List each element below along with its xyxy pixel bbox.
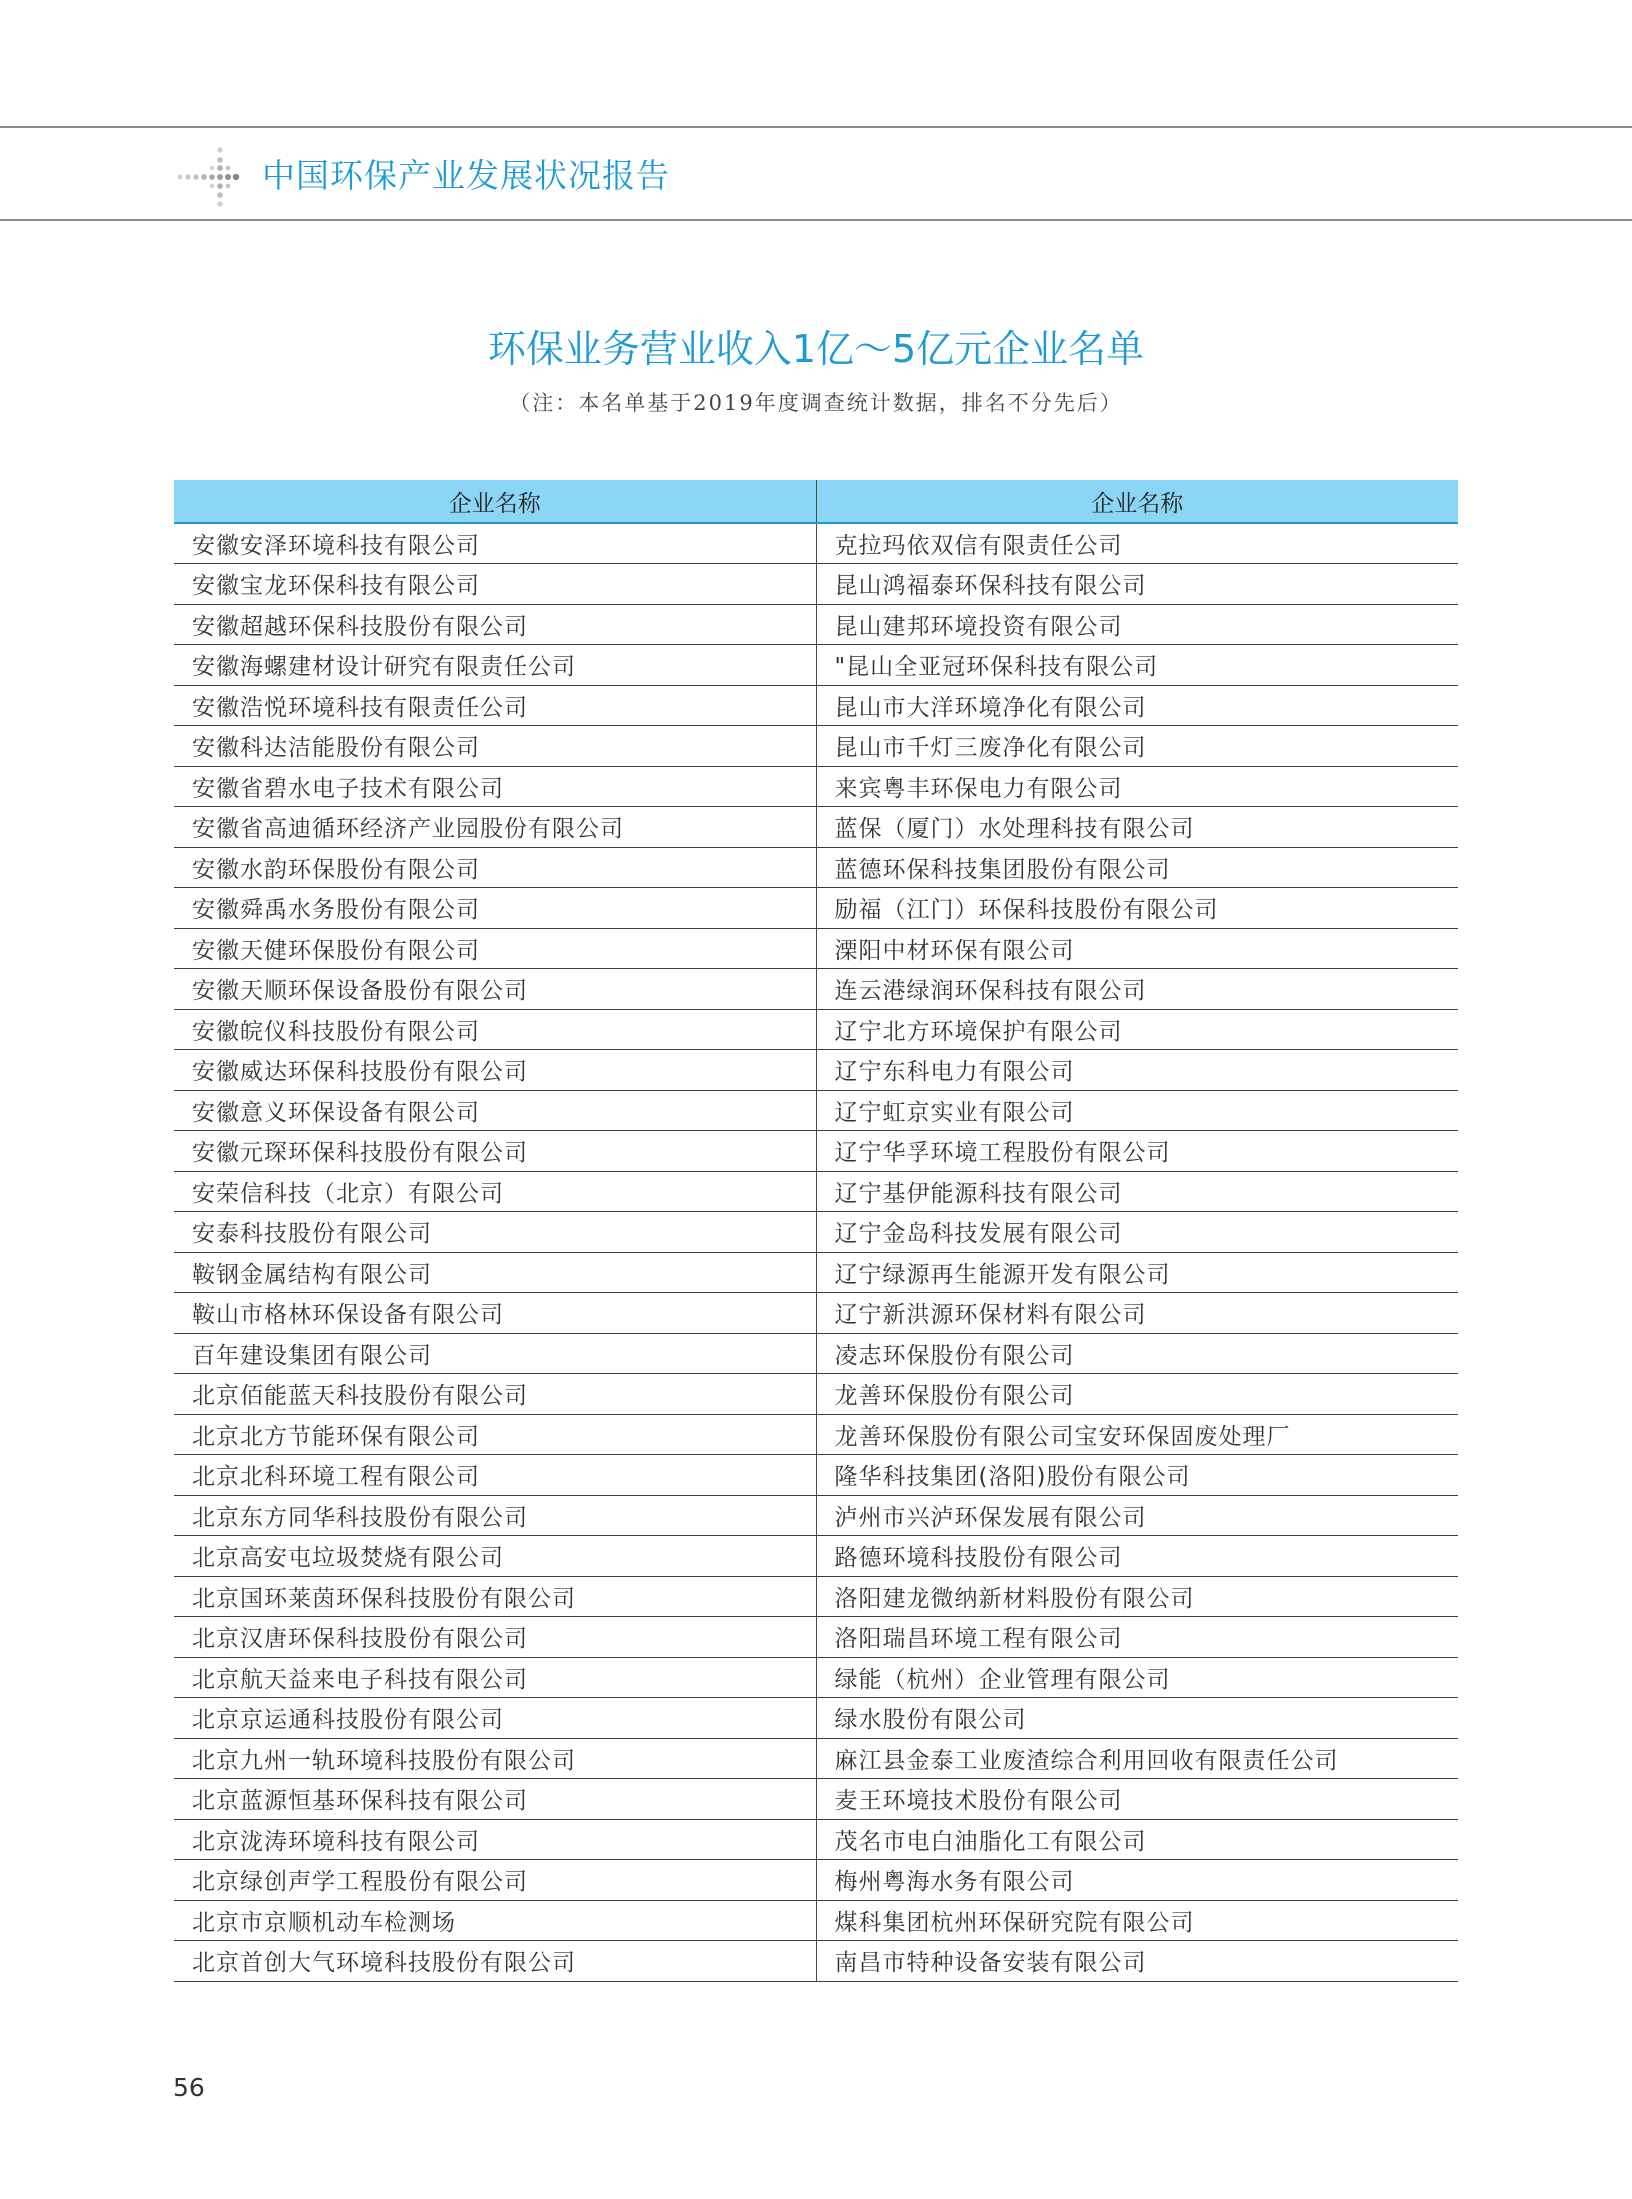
dots-logo-icon [170, 140, 260, 210]
company-name-right: 隆华科技集团(洛阳)股份有限公司 [816, 1455, 1458, 1496]
company-name-right: 梅州粤海水务有限公司 [816, 1860, 1458, 1901]
company-name-right: 辽宁华孚环境工程股份有限公司 [816, 1131, 1458, 1172]
table-row [174, 523, 1458, 564]
list-note: （注：本名单基于2019年度调查统计数据，排名不分先后） [509, 391, 1123, 415]
company-name-left: 安徽舜禹水务股份有限公司 [174, 888, 816, 929]
company-name-left: 北京北科环境工程有限公司 [174, 1455, 816, 1496]
table-row [174, 1860, 1458, 1901]
company-name-left: 北京绿创声学工程股份有限公司 [174, 1860, 816, 1901]
table-header-row [174, 480, 1458, 523]
company-name-right: 麻江县金泰工业废渣综合利用回收有限责任公司 [816, 1738, 1458, 1779]
company-name-right: 励福（江门）环保科技股份有限公司 [816, 888, 1458, 929]
company-name-right: 昆山市大洋环境净化有限公司 [816, 685, 1458, 726]
table-row [174, 604, 1458, 645]
company-name-left: 安徽科达洁能股份有限公司 [174, 726, 816, 767]
table-body [174, 523, 1458, 1981]
company-name-left: 安泰科技股份有限公司 [174, 1212, 816, 1253]
table-row [174, 1293, 1458, 1334]
company-name-left: 北京京运通科技股份有限公司 [174, 1698, 816, 1739]
table-row [174, 1252, 1458, 1293]
company-name-right: 洛阳瑞昌环境工程有限公司 [816, 1617, 1458, 1658]
table-row [174, 969, 1458, 1010]
company-name-left: 安徽省碧水电子技术有限公司 [174, 766, 816, 807]
list-title: 环保业务营业收入1亿～5亿元企业名单 [487, 327, 1145, 371]
company-name-left: 安徽元琛环保科技股份有限公司 [174, 1131, 816, 1172]
company-name-left: 安徽海螺建材设计研究有限责任公司 [174, 645, 816, 686]
table-row [174, 564, 1458, 605]
table-row [174, 645, 1458, 686]
table-row [174, 1131, 1458, 1172]
company-name-left: 安徽天健环保股份有限公司 [174, 928, 816, 969]
company-name-left: 北京市京顺机动车检测场 [174, 1900, 816, 1941]
company-name-left: 北京航天益来电子科技有限公司 [174, 1657, 816, 1698]
company-name-right: 辽宁绿源再生能源开发有限公司 [816, 1252, 1458, 1293]
company-name-right: 昆山市千灯三废净化有限公司 [816, 726, 1458, 767]
table-row [174, 1495, 1458, 1536]
table-row [174, 1779, 1458, 1820]
company-name-right: 连云港绿润环保科技有限公司 [816, 969, 1458, 1010]
table-row [174, 807, 1458, 848]
company-name-left: 北京国环莱茵环保科技股份有限公司 [174, 1576, 816, 1617]
table-row [174, 1414, 1458, 1455]
company-name-left: 北京蓝源恒基环保科技有限公司 [174, 1779, 816, 1820]
page-number: 56 [173, 2073, 205, 2102]
header-rule-bottom [0, 219, 1632, 221]
company-name-left: 北京高安屯垃圾焚烧有限公司 [174, 1536, 816, 1577]
table-row [174, 1941, 1458, 1982]
company-name-left: 鞍钢金属结构有限公司 [174, 1252, 816, 1293]
table-row [174, 1455, 1458, 1496]
table-row [174, 726, 1458, 767]
company-name-right: 麦王环境技术股份有限公司 [816, 1779, 1458, 1820]
table-row [174, 1738, 1458, 1779]
table-row [174, 1333, 1458, 1374]
table-row [174, 1617, 1458, 1658]
company-name-right: 泸州市兴泸环保发展有限公司 [816, 1495, 1458, 1536]
table-row [174, 888, 1458, 929]
column-header-left: 企业名称 [174, 480, 816, 523]
table-row [174, 1698, 1458, 1739]
table-row [174, 1819, 1458, 1860]
company-name-right: 来宾粤丰环保电力有限公司 [816, 766, 1458, 807]
company-name-right: 辽宁北方环境保护有限公司 [816, 1009, 1458, 1050]
table-row [174, 1090, 1458, 1131]
company-name-left: 北京东方同华科技股份有限公司 [174, 1495, 816, 1536]
company-name-left: 安徽天顺环保设备股份有限公司 [174, 969, 816, 1010]
company-name-left: 鞍山市格林环保设备有限公司 [174, 1293, 816, 1334]
company-name-right: 昆山建邦环境投资有限公司 [816, 604, 1458, 645]
company-name-right: 克拉玛依双信有限责任公司 [816, 523, 1458, 564]
header-rule-top [0, 126, 1632, 128]
company-name-right: 辽宁新洪源环保材料有限公司 [816, 1293, 1458, 1334]
company-name-left: 百年建设集团有限公司 [174, 1333, 816, 1374]
table-row [174, 1050, 1458, 1091]
table-row [174, 1374, 1458, 1415]
company-name-right: 茂名市电白油脂化工有限公司 [816, 1819, 1458, 1860]
company-name-left: 北京首创大气环境科技股份有限公司 [174, 1941, 816, 1982]
column-header-right: 企业名称 [816, 480, 1458, 523]
company-name-left: 安徽意义环保设备有限公司 [174, 1090, 816, 1131]
company-name-right: 绿能（杭州）企业管理有限公司 [816, 1657, 1458, 1698]
company-name-left: 安徽浩悦环境科技有限责任公司 [174, 685, 816, 726]
company-name-right: 路德环境科技股份有限公司 [816, 1536, 1458, 1577]
company-name-right: 辽宁基伊能源科技有限公司 [816, 1171, 1458, 1212]
company-name-left: 安徽省高迪循环经济产业园股份有限公司 [174, 807, 816, 848]
company-name-left: 北京北方节能环保有限公司 [174, 1414, 816, 1455]
company-name-left: 安徽水韵环保股份有限公司 [174, 847, 816, 888]
company-name-left: 北京泷涛环境科技有限公司 [174, 1819, 816, 1860]
company-name-right: 辽宁东科电力有限公司 [816, 1050, 1458, 1091]
company-name-right: 昆山鸿福泰环保科技有限公司 [816, 564, 1458, 605]
company-name-right: "昆山全亚冠环保科技有限公司 [816, 645, 1458, 686]
company-name-left: 安徽安泽环境科技有限公司 [174, 523, 816, 564]
company-name-left: 安徽威达环保科技股份有限公司 [174, 1050, 816, 1091]
table-row [174, 1212, 1458, 1253]
table-row [174, 1657, 1458, 1698]
report-title: 中国环保产业发展状况报告 [262, 156, 670, 195]
table-row [174, 928, 1458, 969]
company-name-left: 安徽皖仪科技股份有限公司 [174, 1009, 816, 1050]
company-name-right: 凌志环保股份有限公司 [816, 1333, 1458, 1374]
company-name-right: 辽宁金岛科技发展有限公司 [816, 1212, 1458, 1253]
table-row [174, 847, 1458, 888]
company-name-right: 蓝保（厦门）水处理科技有限公司 [816, 807, 1458, 848]
company-name-right: 龙善环保股份有限公司 [816, 1374, 1458, 1415]
company-table [174, 480, 1458, 1982]
company-name-left: 安荣信科技（北京）有限公司 [174, 1171, 816, 1212]
company-name-right: 辽宁虹京实业有限公司 [816, 1090, 1458, 1131]
company-name-right: 南昌市特种设备安装有限公司 [816, 1941, 1458, 1982]
table-row [174, 1171, 1458, 1212]
table-row [174, 1900, 1458, 1941]
company-name-left: 北京佰能蓝天科技股份有限公司 [174, 1374, 816, 1415]
company-name-right: 龙善环保股份有限公司宝安环保固废处理厂 [816, 1414, 1458, 1455]
table-row [174, 1536, 1458, 1577]
company-name-left: 北京汉唐环保科技股份有限公司 [174, 1617, 816, 1658]
company-name-right: 洛阳建龙微纳新材料股份有限公司 [816, 1576, 1458, 1617]
company-name-left: 北京九州一轨环境科技股份有限公司 [174, 1738, 816, 1779]
table-row [174, 1576, 1458, 1617]
company-name-left: 安徽宝龙环保科技有限公司 [174, 564, 816, 605]
company-name-right: 绿水股份有限公司 [816, 1698, 1458, 1739]
table-row [174, 766, 1458, 807]
company-name-right: 溧阳中材环保有限公司 [816, 928, 1458, 969]
company-name-right: 蓝德环保科技集团股份有限公司 [816, 847, 1458, 888]
company-name-left: 安徽超越环保科技股份有限公司 [174, 604, 816, 645]
table-row [174, 1009, 1458, 1050]
table-row [174, 685, 1458, 726]
company-name-right: 煤科集团杭州环保研究院有限公司 [816, 1900, 1458, 1941]
